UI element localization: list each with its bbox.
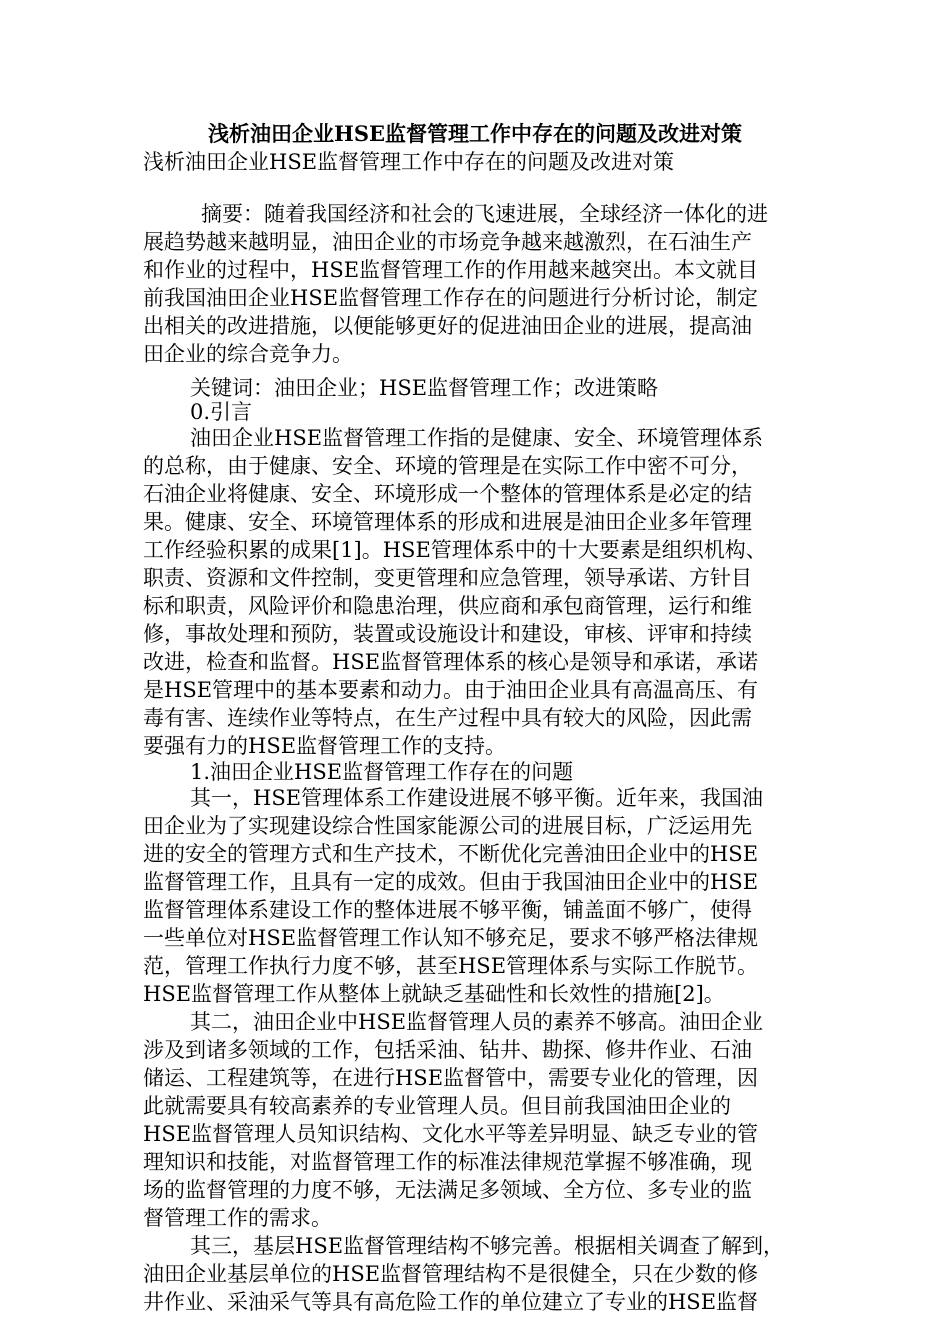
intro-line: 职责、资源和文件控制，变更管理和应急管理，领导承诺、方针目	[143, 566, 752, 590]
keywords-line: 关键词：油田企业；HSE监督管理工作；改进策略	[190, 376, 659, 400]
para2-line: 其二，油田企业中HSE监督管理人员的素养不够高。油田企业	[190, 1010, 764, 1034]
abstract-line: 出相关的改进措施，以便能够更好的促进油田企业的进展，提高油	[143, 314, 752, 338]
abstract-line: 前我国油田企业HSE监督管理工作存在的问题进行分析讨论，制定	[143, 286, 759, 310]
para1-line: 监督管理体系建设工作的整体进展不够平衡，铺盖面不够广，使得	[143, 898, 752, 922]
intro-line: 石油企业将健康、安全、环境形成一个整体的管理体系是必定的结	[143, 482, 752, 506]
intro-line: 的总称，由于健康、安全、环境的管理是在实际工作中密不可分，	[143, 454, 752, 478]
intro-line: 标和职责，风险评价和隐患治理，供应商和承包商管理，运行和维	[143, 594, 752, 618]
para1-line: 监督管理工作，且具有一定的成效。但由于我国油田企业中的HSE	[143, 870, 759, 894]
document-subtitle: 浅析油田企业HSE监督管理工作中存在的问题及改进对策	[143, 150, 675, 174]
para1-line: 田企业为了实现建设综合性国家能源公司的进展目标，广泛运用先	[143, 814, 752, 838]
intro-line: 改进，检查和监督。HSE监督管理体系的核心是领导和承诺，承诺	[143, 650, 759, 674]
intro-line: 要强有力的HSE监督管理工作的支持。	[143, 734, 507, 758]
intro-line: 油田企业HSE监督管理工作指的是健康、安全、环境管理体系	[190, 426, 764, 450]
para1-line: 范，管理工作执行力度不够，甚至HSE管理体系与实际工作脱节。	[143, 954, 759, 978]
para1-line: 其一，HSE管理体系工作建设进展不够平衡。近年来，我国油	[190, 786, 764, 810]
abstract-line: 摘要：随着我国经济和社会的飞速进展，全球经济一体化的进	[201, 202, 768, 226]
para2-line: 储运、工程建筑等，在进行HSE监督管中，需要专业化的管理，因	[143, 1066, 759, 1090]
abstract-line: 展趋势越来越明显，油田企业的市场竞争越来越激烈，在石油生产	[143, 230, 752, 254]
para2-line: HSE监督管理人员知识结构、文化水平等差异明显、缺乏专业的管	[143, 1122, 759, 1146]
intro-line: 果。健康、安全、环境管理体系的形成和进展是油田企业多年管理	[143, 510, 752, 534]
document-title: 浅析油田企业HSE监督管理工作中存在的问题及改进对策	[207, 121, 742, 146]
section-heading-intro: 0.引言	[190, 400, 253, 424]
intro-line: 工作经验积累的成果[1]。HSE管理体系中的十大要素是组织机构、	[143, 538, 767, 562]
para2-line: 理知识和技能，对监督管理工作的标准法律规范掌握不够准确，现	[143, 1150, 752, 1174]
para1-line: 一些单位对HSE监督管理工作认知不够充足，要求不够严格法律规	[143, 926, 759, 950]
section-heading-problems: 1.油田企业HSE监督管理工作存在的问题	[190, 760, 574, 784]
para1-line: 进的安全的管理方式和生产技术，不断优化完善油田企业中的HSE	[143, 842, 759, 866]
para3-line: 其三，基层HSE监督管理结构不够完善。根据相关调查了解到，	[190, 1234, 785, 1258]
para2-line: 涉及到诸多领域的工作，包括采油、钻井、勘探、修井作业、石油	[143, 1038, 752, 1062]
para2-line: 场的监督管理的力度不够，无法满足多领域、全方位、多专业的监	[143, 1178, 752, 1202]
para2-line: 督管理工作的需求。	[143, 1206, 332, 1230]
intro-line: 毒有害、连续作业等特点，在生产过程中具有较大的风险，因此需	[143, 706, 752, 730]
intro-line: 是HSE管理中的基本要素和动力。由于油田企业具有高温高压、有	[143, 678, 759, 702]
abstract-line: 田企业的综合竞争力。	[143, 342, 353, 366]
para1-line: HSE监督管理工作从整体上就缺乏基础性和长效性的措施[2]。	[143, 982, 725, 1006]
abstract-line: 和作业的过程中，HSE监督管理工作的作用越来越突出。本文就目	[143, 258, 759, 282]
para3-line: 油田企业基层单位的HSE监督管理结构不是很健全，只在少数的修	[143, 1262, 759, 1286]
intro-line: 修，事故处理和预防，装置或设施设计和建设，审核、评审和持续	[143, 622, 752, 646]
para3-line: 井作业、采油采气等具有高危险工作的单位建立了专业的HSE监督	[143, 1290, 759, 1314]
para2-line: 此就需要具有较高素养的专业管理人员。但目前我国油田企业的	[143, 1094, 731, 1118]
